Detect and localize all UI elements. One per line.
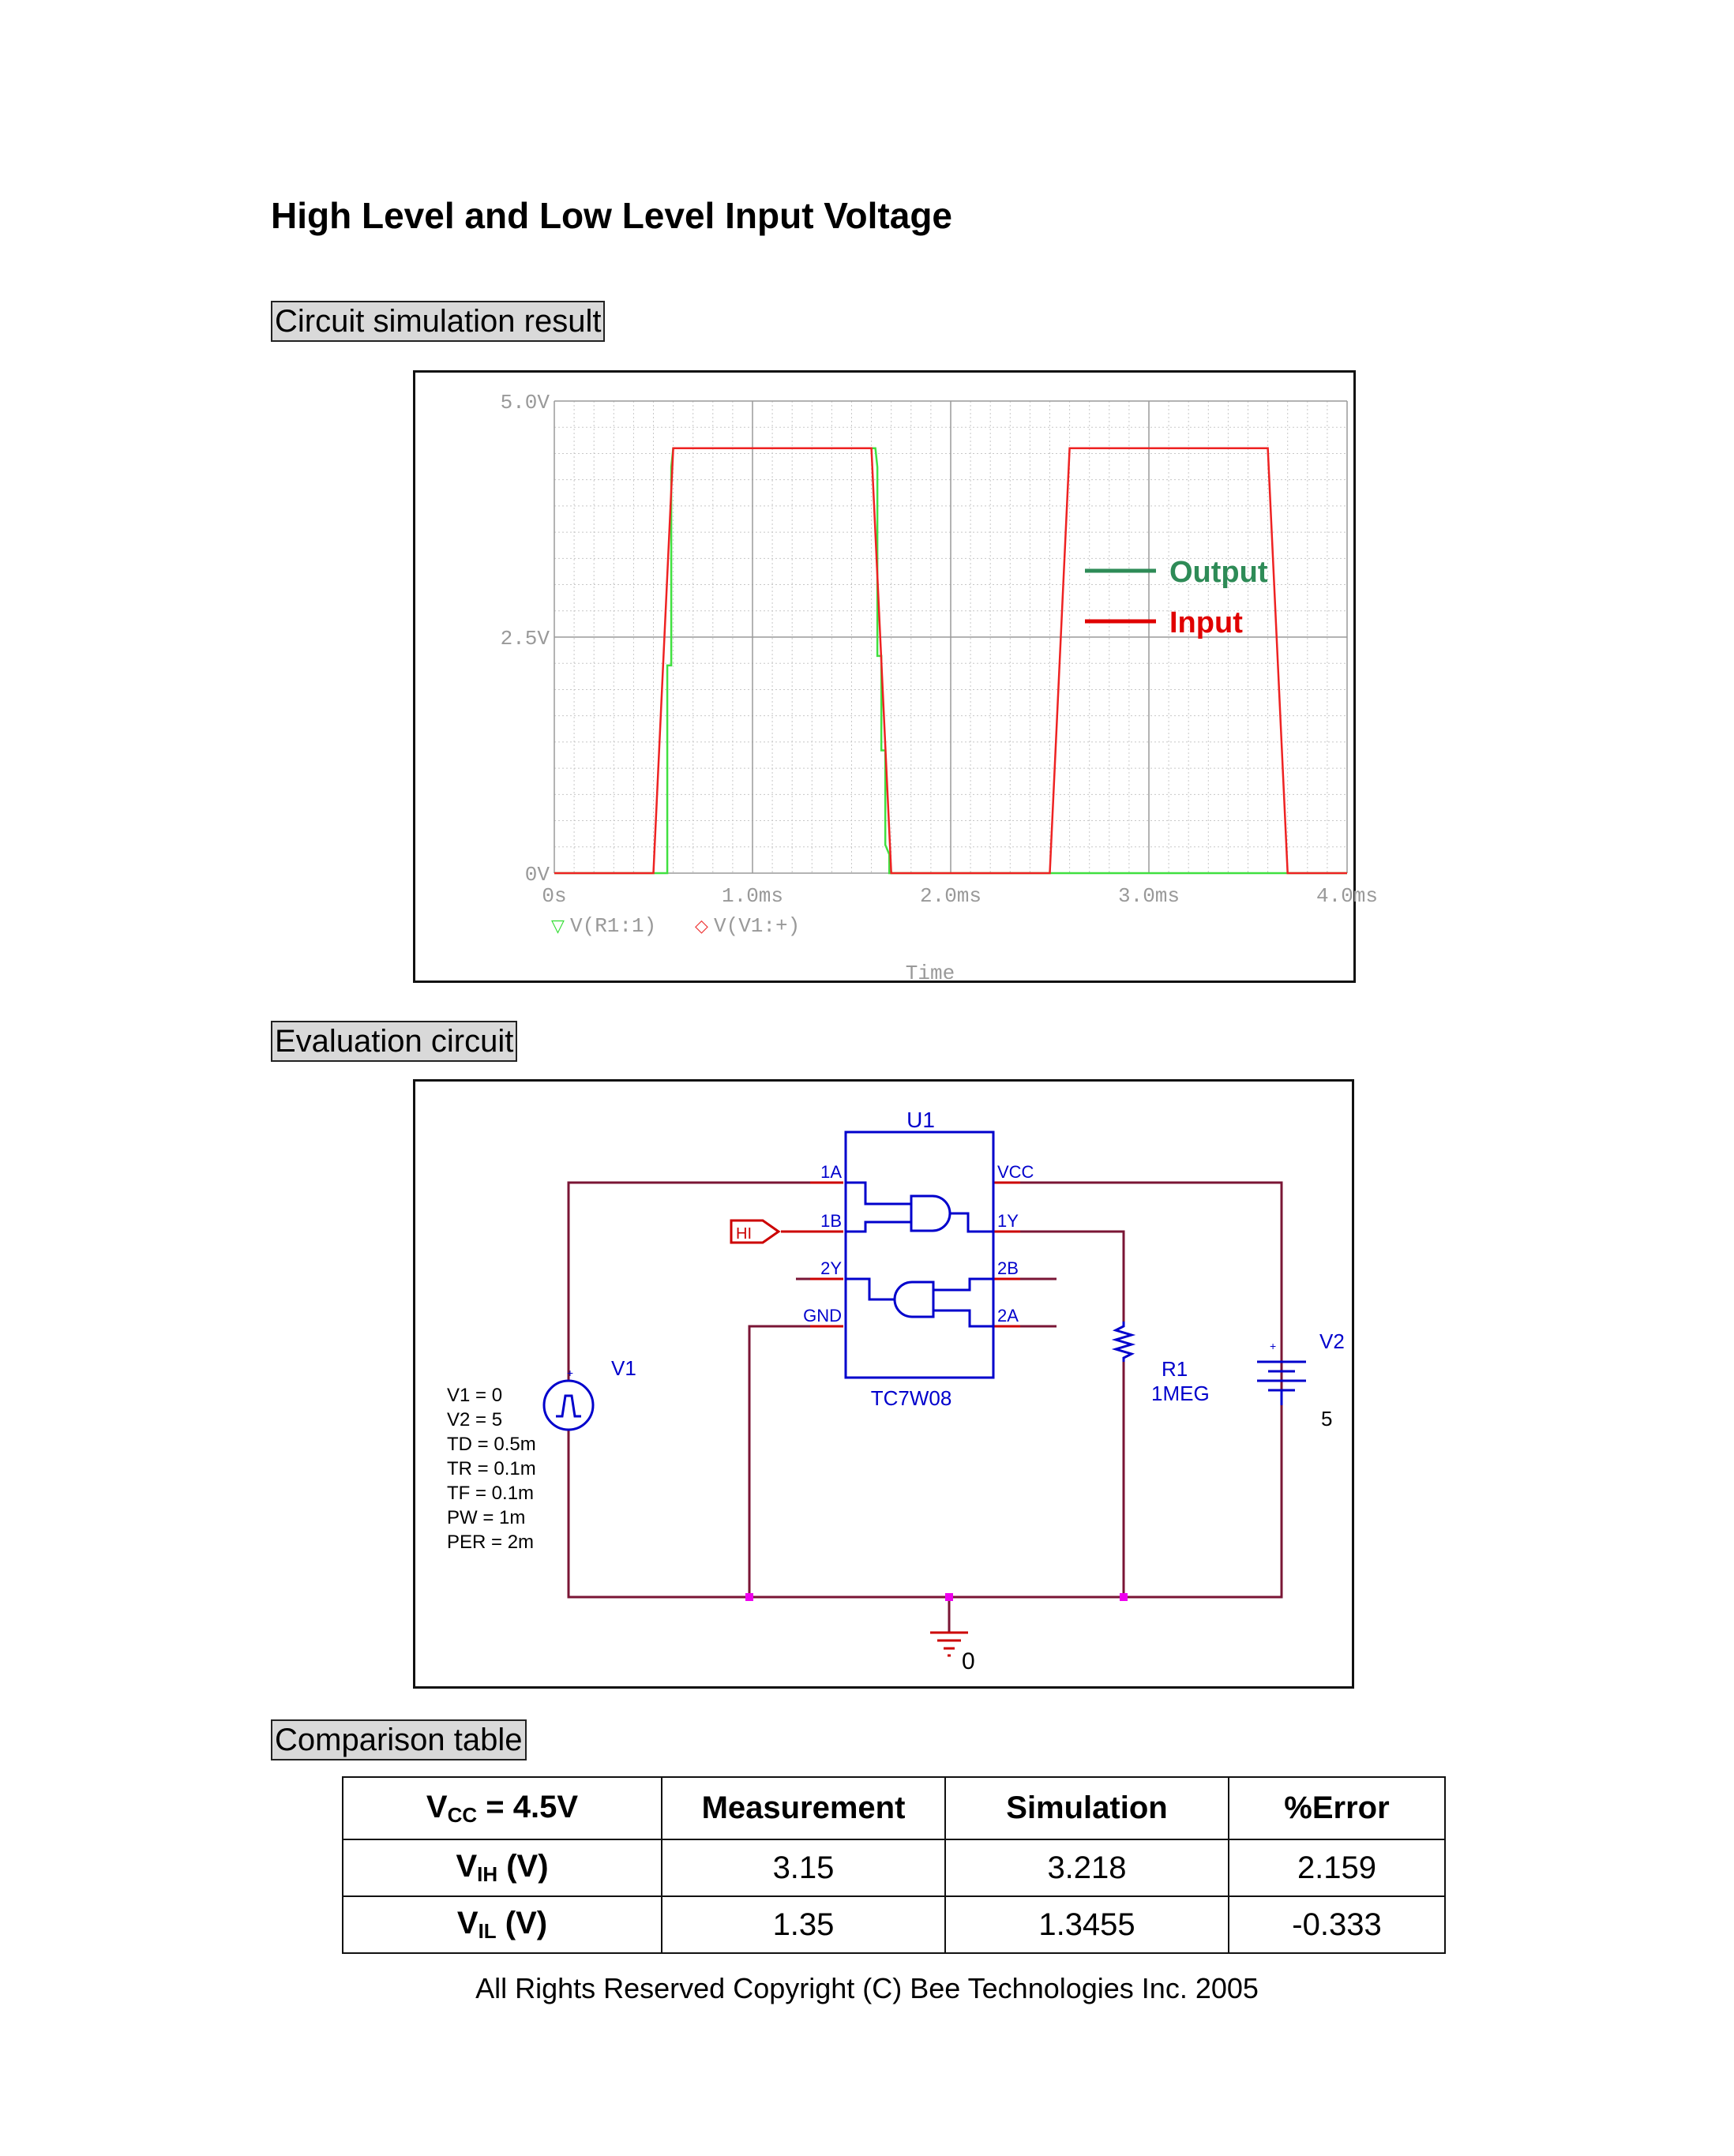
v1-plus-sign: + <box>566 1367 574 1379</box>
y-tick-label: 5.0V <box>500 391 550 414</box>
v2-value-label: 5 <box>1321 1407 1333 1430</box>
row-label-vih <box>343 1839 662 1896</box>
v1-params <box>447 1385 536 1553</box>
section-label-simulation: Circuit simulation result <box>271 301 605 342</box>
and-gate-1-icon <box>846 1183 993 1232</box>
row-label-vil <box>343 1896 662 1953</box>
cell-simulation: 1.3455 <box>945 1896 1229 1953</box>
x-tick-label: 2.0ms <box>919 884 982 908</box>
comparison-table <box>342 1776 1446 1954</box>
row-sub: IL <box>478 1919 497 1943</box>
pin-2b-label: 2B <box>997 1258 1019 1278</box>
legend-input-label: Input <box>1169 606 1243 639</box>
legend-output-marker-icon: ▽ <box>551 917 565 936</box>
table-header-vcc <box>343 1777 662 1839</box>
pin-1b-label: 1B <box>820 1211 842 1231</box>
table-row <box>343 1839 1445 1896</box>
cell-measurement: 3.15 <box>662 1839 945 1896</box>
x-tick-label: 1.0ms <box>721 884 784 908</box>
ic-part-label: TC7W08 <box>870 1386 952 1410</box>
chart-ticks <box>501 391 1378 908</box>
x-axis-label: Time <box>905 962 955 985</box>
cell-error: -0.333 <box>1229 1896 1445 1953</box>
hi-connector-label: HI <box>736 1225 752 1243</box>
pulse-source-icon <box>544 1381 593 1430</box>
row-unit: (V) <box>496 1906 548 1940</box>
table-row <box>343 1896 1445 1953</box>
table-header-error: %Error <box>1229 1777 1445 1839</box>
v2-plus-sign: + <box>1270 1340 1277 1352</box>
pin-2a-label: 2A <box>997 1306 1019 1325</box>
v2-ref-label: V2 <box>1319 1329 1345 1353</box>
row-sub: IH <box>477 1862 498 1886</box>
v1-param: TD = 0.5m <box>447 1434 536 1455</box>
pin-1a-label: 1A <box>820 1162 842 1182</box>
ic-u1-body <box>846 1132 993 1378</box>
v1-ref-label: V1 <box>611 1356 636 1380</box>
simulation-chart <box>415 373 1379 985</box>
r1-value-label: 1MEG <box>1151 1382 1210 1405</box>
y-tick-label: 2.5V <box>500 627 550 651</box>
cell-simulation: 3.218 <box>945 1839 1229 1896</box>
ground-label: 0 <box>962 1648 975 1674</box>
v1-param: TR = 0.1m <box>447 1458 536 1479</box>
legend-output-series: V(R1:1) <box>570 914 657 938</box>
section-label-comparison: Comparison table <box>271 1719 527 1760</box>
v1-param: TF = 0.1m <box>447 1483 535 1504</box>
row-unit: (V) <box>497 1849 549 1884</box>
table-header-row <box>343 1777 1445 1839</box>
v1-param: V1 = 0 <box>447 1385 503 1406</box>
and-gate-2-icon <box>846 1279 993 1326</box>
v1-param: PW = 1m <box>447 1507 526 1528</box>
cell-measurement: 1.35 <box>662 1896 945 1953</box>
pin-2y-label: 2Y <box>820 1258 842 1278</box>
section-label-evaluation: Evaluation circuit <box>271 1021 517 1062</box>
legend-output-label: Output <box>1169 556 1268 589</box>
circuit-schematic <box>415 1082 1352 1686</box>
row-v: V <box>456 1849 478 1884</box>
table-header-simulation: Simulation <box>945 1777 1229 1839</box>
ic-pin-labels <box>803 1162 1034 1325</box>
row-v: V <box>456 1906 479 1940</box>
page-title: High Level and Low Level Input Voltage <box>271 195 953 236</box>
simulation-chart-frame <box>413 370 1379 985</box>
legend-input-marker-icon: ◇ <box>695 917 708 936</box>
y-tick-label: 0V <box>524 863 550 887</box>
pin-1y-label: 1Y <box>997 1211 1019 1231</box>
pin-vcc-label: VCC <box>997 1162 1034 1182</box>
v1-param: V2 = 5 <box>447 1409 503 1430</box>
x-tick-label: 0s <box>542 884 567 908</box>
legend-input-series: V(V1:+) <box>714 914 801 938</box>
pin-gnd-label: GND <box>803 1306 842 1325</box>
copyright-notice: All Rights Reserved Copyright (C) Bee Technologies Inc. 2005 <box>475 1972 1259 2004</box>
x-tick-label: 3.0ms <box>1117 884 1180 908</box>
header-sub: CC <box>447 1802 478 1827</box>
header-v: V <box>426 1789 448 1824</box>
ic-ref-label: U1 <box>906 1108 935 1132</box>
v1-param: PER = 2m <box>447 1532 535 1553</box>
x-tick-label: 4.0ms <box>1316 884 1379 908</box>
r1-ref-label: R1 <box>1162 1357 1188 1381</box>
header-vcc-value: = 4.5V <box>486 1789 579 1824</box>
table-header-measurement: Measurement <box>662 1777 945 1839</box>
resistor-icon <box>1116 1322 1132 1362</box>
cell-error: 2.159 <box>1229 1839 1445 1896</box>
evaluation-circuit-frame <box>413 1079 1354 1689</box>
